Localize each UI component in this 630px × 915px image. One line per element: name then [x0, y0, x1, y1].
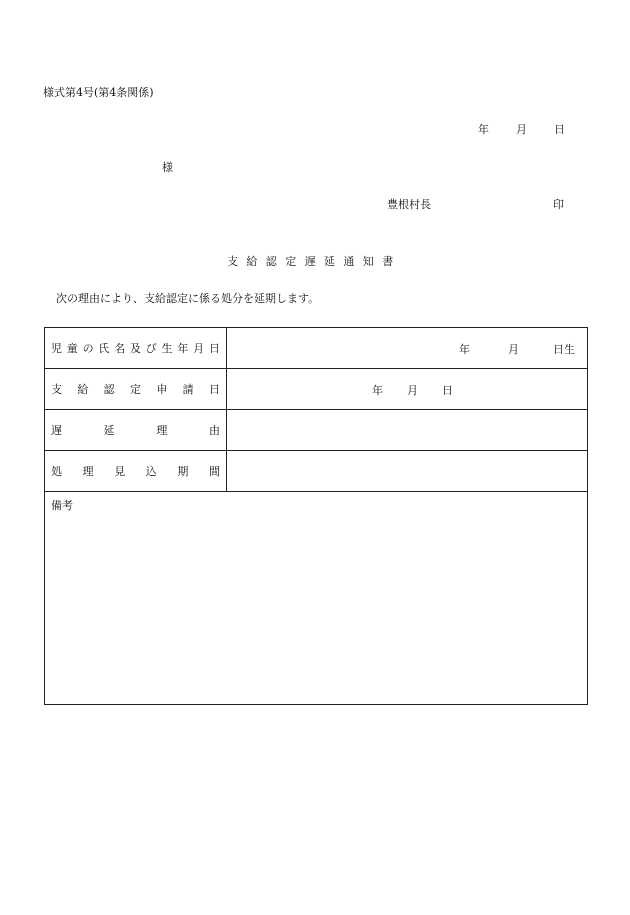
remarks-label: 備考 [51, 499, 73, 512]
label-char: 給 [77, 383, 89, 396]
birth-day-unit: 日生 [553, 343, 575, 356]
label-char: 年 [177, 342, 189, 355]
value-application-date[interactable] [227, 369, 588, 410]
intro-text: 次の理由により、支給認定に係る処分を延期します。 [56, 292, 320, 305]
seal-mark: 印 [553, 198, 564, 211]
table-row-remarks [45, 492, 588, 705]
issuer-name: 豊根村長 [387, 198, 431, 211]
value-delay-reason[interactable] [227, 410, 588, 451]
value-child-name-birthdate[interactable] [227, 328, 588, 369]
table-row-processing-period [45, 451, 588, 492]
label-char: 理 [82, 465, 94, 478]
label-char: 期 [177, 465, 189, 478]
label-char: 認 [103, 383, 115, 396]
value-processing-period[interactable] [227, 451, 588, 492]
issue-date [478, 124, 565, 135]
label-char: 生 [161, 342, 173, 355]
label-char: 定 [129, 383, 141, 396]
label-char: 支 [51, 383, 62, 396]
table-row-application-date [45, 369, 588, 410]
birth-month-unit: 月 [508, 343, 519, 356]
label-char: 間 [208, 465, 220, 478]
label-char: 児 [51, 342, 62, 355]
label-char: 込 [145, 465, 157, 478]
label-processing-period [45, 451, 227, 492]
application-month-unit: 月 [407, 384, 418, 397]
label-char: 請 [182, 383, 194, 396]
label-application-date [45, 369, 227, 410]
date-year: 年 [478, 123, 489, 136]
label-char: 名 [114, 342, 126, 355]
label-char: 日 [208, 383, 220, 396]
label-char: 氏 [98, 342, 110, 355]
label-char: の [82, 342, 94, 355]
table-row-delay-reason [45, 410, 588, 451]
date-month: 月 [516, 123, 527, 136]
label-char: 見 [114, 465, 126, 478]
label-char: 日 [208, 342, 220, 355]
birth-year-unit: 年 [459, 343, 470, 356]
label-char: 遅 [51, 424, 62, 437]
addressee-suffix: 様 [162, 161, 173, 174]
label-char: 月 [193, 342, 205, 355]
label-char: 童 [66, 342, 78, 355]
label-delay-reason [45, 410, 227, 451]
label-char: 由 [208, 424, 220, 437]
remarks-cell[interactable] [45, 492, 588, 705]
label-char: 処 [51, 465, 62, 478]
label-char: 及 [129, 342, 141, 355]
date-day: 日 [554, 123, 565, 136]
form-number: 様式第4号(第4条関係) [43, 86, 154, 99]
application-day-unit: 日 [442, 384, 453, 397]
label-char: 延 [103, 424, 115, 437]
application-year-unit: 年 [372, 384, 383, 397]
info-table [44, 327, 588, 705]
label-char: び [145, 342, 157, 355]
table-row-child-birth [45, 328, 588, 369]
label-char: 理 [156, 424, 168, 437]
label-char: 申 [156, 383, 168, 396]
document-title: 支給認定遅延通知書 [227, 255, 402, 268]
label-child-name-birthdate [45, 328, 227, 369]
